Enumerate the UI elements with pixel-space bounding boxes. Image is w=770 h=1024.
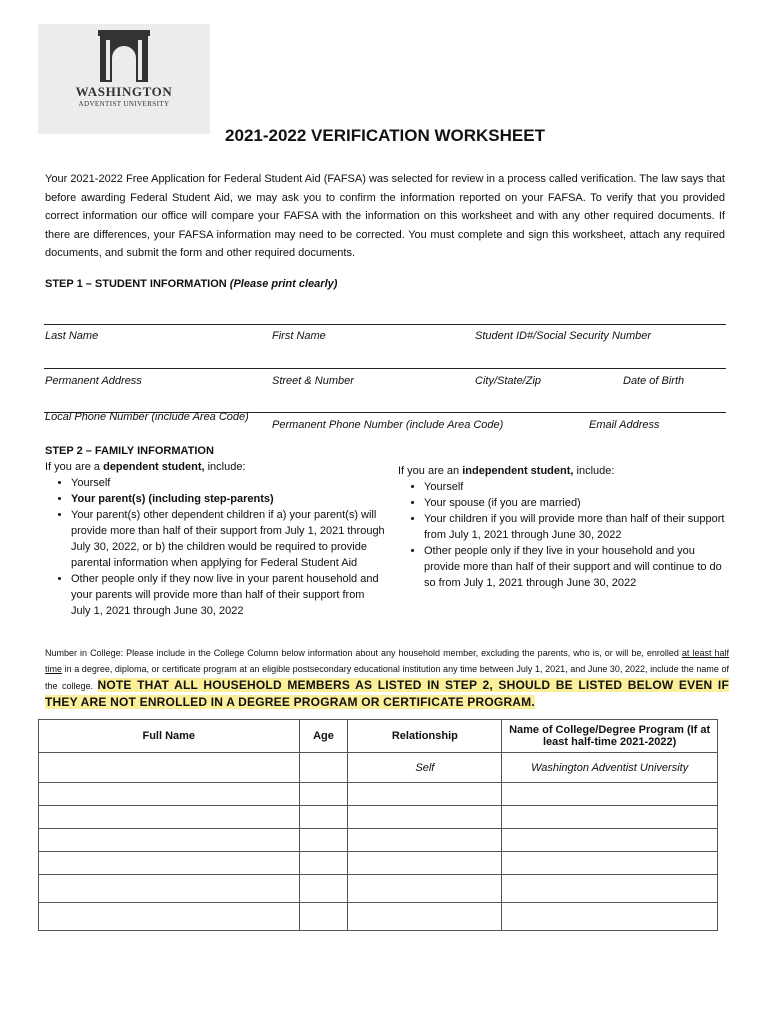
- step2-dependent: [45, 443, 385, 619]
- university-logo: [38, 24, 210, 134]
- intro-paragraph: Your 2021-2022 Free Application for Federal Student Aid (FAFSA) was selected for review in a process called verification. The law says that before awarding Federal Student Aid, we may ask you to confirm the information reported on your FAFSA. To verify that you provided correct information our office will compare your FAFSA with the information on this worksheet and with any other required documents. If there are differences, your FAFSA information may need to be corrected. You must complete and sign this worksheet, attach any required documents, and submit the form and other required documents.: [45, 173, 725, 259]
- arch-icon: [96, 28, 152, 84]
- logo-line-2: ADVENTIST UNIVERSITY: [78, 100, 170, 108]
- age-cell[interactable]: [299, 875, 348, 903]
- relationship-header: Relationship: [348, 720, 502, 753]
- permanent-address-label: Permanent Address: [45, 375, 142, 387]
- college-cell[interactable]: [502, 852, 718, 875]
- step1-heading: [45, 278, 337, 290]
- note-underlined: at least half time: [45, 648, 729, 674]
- list-item: • Your parent(s) (including step-parents): [71, 491, 385, 507]
- full-name-cell[interactable]: [39, 806, 300, 829]
- relationship-cell[interactable]: Self: [348, 753, 502, 783]
- college-cell[interactable]: Washington Adventist University: [502, 753, 718, 783]
- step1-title: STEP 1 – STUDENT INFORMATION: [45, 278, 227, 290]
- list-item: • Your spouse (if you are married): [424, 495, 728, 511]
- college-cell[interactable]: [502, 875, 718, 903]
- table-row: [39, 806, 718, 829]
- list-item: • Other people only if they now live in your parent household and your parents will provide more than half of their support from July 1, 2021 through June 30, 2022: [71, 571, 385, 619]
- list-item: • Other people only if they live in your household and you provide more than half of their support and will continue to do so from July 1, 2021 through June 30, 2022: [424, 543, 728, 591]
- date-of-birth-label: Date of Birth: [623, 375, 685, 387]
- full-name-cell[interactable]: [39, 852, 300, 875]
- independent-intro: [398, 463, 728, 479]
- list-item: • Your parent(s) other dependent children if a) your parent(s) will provide more than half of their support from July 1, 2021 through July 30, 2022, or b) the children would be required to provide parental information when applying for Federal Student Aid: [71, 507, 385, 571]
- first-name-label: First Name: [272, 330, 326, 342]
- college-cell[interactable]: [502, 903, 718, 931]
- table-row: [39, 783, 718, 806]
- full-name-header: Full Name: [39, 720, 300, 753]
- relationship-cell[interactable]: [348, 875, 502, 903]
- full-name-cell[interactable]: [39, 829, 300, 852]
- full-name-cell[interactable]: [39, 903, 300, 931]
- step1-note: (Please print clearly): [229, 278, 338, 290]
- step2-heading: STEP 2 – FAMILY INFORMATION: [45, 445, 214, 457]
- address-line[interactable]: [44, 368, 726, 369]
- table-row: [39, 852, 718, 875]
- independent-list: [398, 479, 728, 591]
- age-cell[interactable]: [299, 806, 348, 829]
- age-cell[interactable]: [299, 753, 348, 783]
- last-name-label: Last Name: [45, 330, 99, 342]
- student-id-label: Student ID#/Social Security Number: [475, 330, 652, 342]
- note-highlight: NOTE THAT ALL HOUSEHOLD MEMBERS AS LISTED IN STEP 2, SHOULD BE LISTED BELOW EVEN IF THEY ARE NOT ENROLLED IN A DEGREE PROGRAM OR CERTIFICATE PROGRAM.: [45, 678, 729, 709]
- relationship-cell[interactable]: [348, 783, 502, 806]
- street-label: Street & Number: [272, 375, 354, 387]
- full-name-cell[interactable]: [39, 783, 300, 806]
- relationship-cell[interactable]: [348, 903, 502, 931]
- college-cell[interactable]: [502, 783, 718, 806]
- local-phone-label: Local Phone Number (include Area Code): [45, 411, 249, 423]
- household-table: [38, 719, 718, 931]
- note-part-1: Number in College: Please include in the College Column below information about any household member, excluding the parents, who is, or will be, enrolled: [45, 648, 682, 658]
- relationship-cell[interactable]: [348, 852, 502, 875]
- age-cell[interactable]: [299, 903, 348, 931]
- name-line[interactable]: [44, 324, 726, 325]
- dependent-list: [45, 475, 385, 619]
- college-cell[interactable]: [502, 829, 718, 852]
- dependent-intro-post: include:: [204, 461, 246, 473]
- table-row: [39, 903, 718, 931]
- age-cell[interactable]: [299, 852, 348, 875]
- list-item: • Your children if you will provide more than half of their support from July 1, 2021 through June 30, 2022: [424, 511, 728, 543]
- email-label: Email Address: [589, 419, 660, 431]
- permanent-phone-label: Permanent Phone Number (include Area Code): [272, 419, 504, 431]
- age-cell[interactable]: [299, 829, 348, 852]
- dependent-intro-pre: If you are a: [45, 461, 104, 473]
- age-header: Age: [299, 720, 348, 753]
- college-cell[interactable]: [502, 806, 718, 829]
- city-state-zip-label: City/State/Zip: [475, 375, 542, 387]
- table-header-row: [39, 720, 718, 753]
- full-name-cell[interactable]: [39, 875, 300, 903]
- independent-intro-pre: If you are an: [398, 465, 463, 477]
- list-item: • Yourself: [71, 475, 385, 491]
- relationship-cell[interactable]: [348, 829, 502, 852]
- dependent-intro: [45, 459, 385, 475]
- step2-independent: [398, 463, 728, 591]
- table-row: [39, 753, 718, 783]
- table-row: [39, 829, 718, 852]
- full-name-cell[interactable]: [39, 753, 300, 783]
- number-in-college-note: [45, 645, 729, 711]
- college-header: Name of College/Degree Program (If at least half-time 2021-2022): [502, 720, 718, 753]
- relationship-cell[interactable]: [348, 806, 502, 829]
- table-row: [39, 875, 718, 903]
- list-item: • Yourself: [424, 479, 728, 495]
- independent-intro-post: include:: [573, 465, 615, 477]
- page-title: 2021-2022 VERIFICATION WORKSHEET: [225, 126, 545, 145]
- note-part-2: in a degree, diploma, or certificate program at an eligible postsecondary educational institution any time between July 1, 2021, and June 30, 2022, include the name of the college.: [45, 664, 729, 691]
- dependent-intro-bold: dependent student,: [103, 461, 205, 473]
- age-cell[interactable]: [299, 783, 348, 806]
- logo-line-1: WASHINGTON: [75, 84, 173, 99]
- independent-intro-bold: independent student,: [462, 465, 574, 477]
